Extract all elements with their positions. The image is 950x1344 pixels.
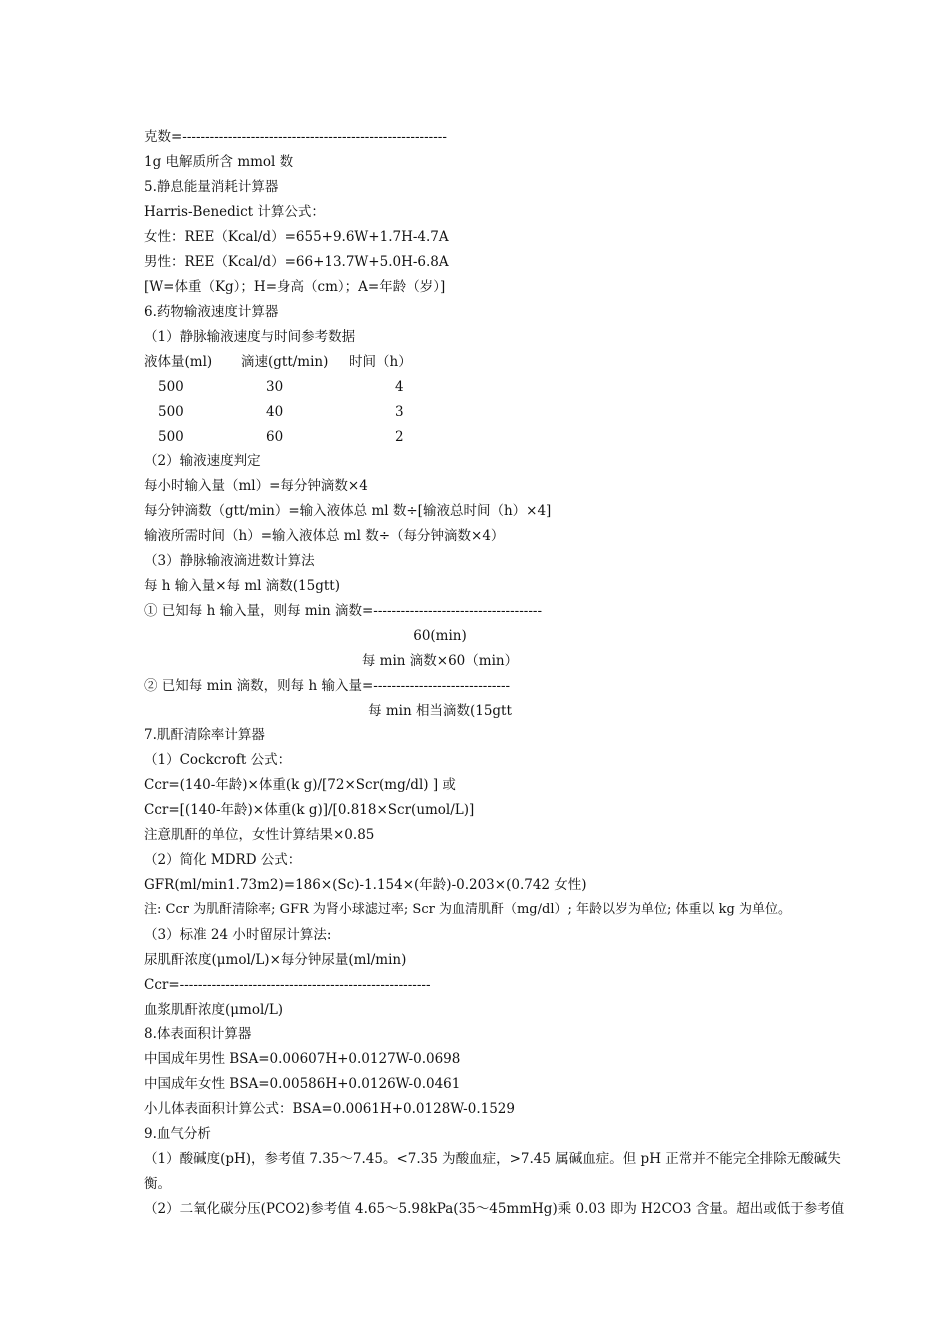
table-header: 液体量(ml) [144, 354, 213, 370]
text-line: Harris-Benedict 计算公式： [144, 204, 325, 220]
formula-line: GFR(ml/min1.73m2)=186×(Sc)-1.154×(年龄)-0.203×(0.742 女性) [144, 877, 587, 893]
text-line: 克数=---------------------------------------------------------- [144, 129, 447, 145]
formula-numerator: 尿肌酐浓度(μmol/L)×每分钟尿量(ml/min) [144, 952, 407, 968]
table-cell: 30 [266, 379, 284, 395]
section-heading: 9.血气分析 [144, 1126, 211, 1142]
table-cell: 3 [395, 404, 404, 420]
formula-line: Ccr=[(140-年龄)×体重(k g)]/[0.818×Scr(umol/L)] [144, 802, 475, 818]
formula-denominator: 每 min 相当滴数(15gtt [368, 703, 512, 719]
formula-line: Ccr=------------------------------------------------------- [144, 977, 431, 993]
subsection-heading: （3）静脉输液滴进数计算法 [144, 553, 315, 569]
table-header: 时间（h） [349, 354, 412, 370]
subsection-heading: （2）输液速度判定 [144, 453, 261, 469]
subsection-heading: （3）标准 24 小时留尿计算法: [144, 927, 332, 943]
text-line: [W=体重（Kg）；H=身高（cm）；A=年龄（岁）] [144, 279, 446, 295]
section-heading: 6.药物输液速度计算器 [144, 304, 279, 320]
table-cell: 500 [158, 429, 184, 445]
formula-line: 输液所需时间（h）=输入液体总 ml 数÷（每分钟滴数×4） [144, 528, 505, 544]
table-header: 滴速(gtt/min) [241, 354, 329, 370]
paragraph-line: 衡。 [144, 1176, 171, 1192]
table-cell: 500 [158, 404, 184, 420]
paragraph-line: （1）酸碱度(pH)，参考值 7.35～7.45。<7.35 为酸血症，>7.45 属碱血症。但 pH 正常并不能完全排除无酸碱失 [144, 1151, 841, 1167]
section-heading: 8.体表面积计算器 [144, 1026, 252, 1042]
table-cell: 4 [395, 379, 404, 395]
paragraph-line: （2）二氧化碳分压(PCO2)参考值 4.65～5.98kPa(35～45mmHg)乘 0.03 即为 H2CO3 含量。超出或低于参考值 [144, 1201, 845, 1217]
formula-line: 每小时输入量（ml）=每分钟滴数×4 [144, 478, 368, 494]
formula-line: 男性：REE（Kcal/d）=66+13.7W+5.0H-6.8A [144, 254, 449, 270]
subsection-heading: （1）静脉输液速度与时间参考数据 [144, 329, 356, 345]
text-line: 1g 电解质所含 mmol 数 [144, 154, 294, 170]
subsection-heading: （1）Cockcroft 公式： [144, 752, 292, 768]
table-cell: 500 [158, 379, 184, 395]
formula-denominator: 血浆肌酐浓度(μmol/L) [144, 1002, 284, 1018]
formula-numerator: 每 min 滴数×60（min） [361, 653, 519, 669]
note-line: 注意肌酐的单位，女性计算结果×0.85 [144, 827, 375, 843]
section-heading: 7.肌酐清除率计算器 [144, 727, 265, 743]
formula-line: 中国成年男性 BSA=0.00607H+0.0127W-0.0698 [144, 1051, 461, 1067]
formula-line: 女性：REE（Kcal/d）=655+9.6W+1.7H-4.7A [144, 229, 449, 245]
subsection-heading: （2）简化 MDRD 公式： [144, 852, 302, 868]
formula-denominator: 60(min) [413, 628, 467, 644]
note-line: 注: Ccr 为肌酐清除率; GFR 为肾小球滤过率; Scr 为血清肌酐（mg/dl）; 年龄以岁为单位; 体重以 kg 为单位。 [144, 902, 791, 917]
formula-line: ① 已知每 h 输入量，则每 min 滴数=------------------------------------- [144, 603, 543, 619]
formula-line: 中国成年女性 BSA=0.00586H+0.0126W-0.0461 [144, 1076, 461, 1092]
table-cell: 60 [266, 429, 284, 445]
table-cell: 2 [395, 429, 404, 445]
formula-line: 每分钟滴数（gtt/min）=输入液体总 ml 数÷[输液总时间（h）×4] [144, 503, 552, 519]
table-cell: 40 [266, 404, 284, 420]
formula-line: ② 已知每 min 滴数，则每 h 输入量=------------------------------ [144, 678, 511, 694]
formula-line: 小儿体表面积计算公式：BSA=0.0061H+0.0128W-0.1529 [144, 1101, 515, 1117]
formula-line: Ccr=(140-年龄)×体重(k g)/[72×Scr(mg/dl) ] 或 [144, 777, 456, 793]
formula-numerator: 每 h 输入量×每 ml 滴数(15gtt) [144, 578, 340, 594]
section-heading: 5.静息能量消耗计算器 [144, 179, 279, 195]
